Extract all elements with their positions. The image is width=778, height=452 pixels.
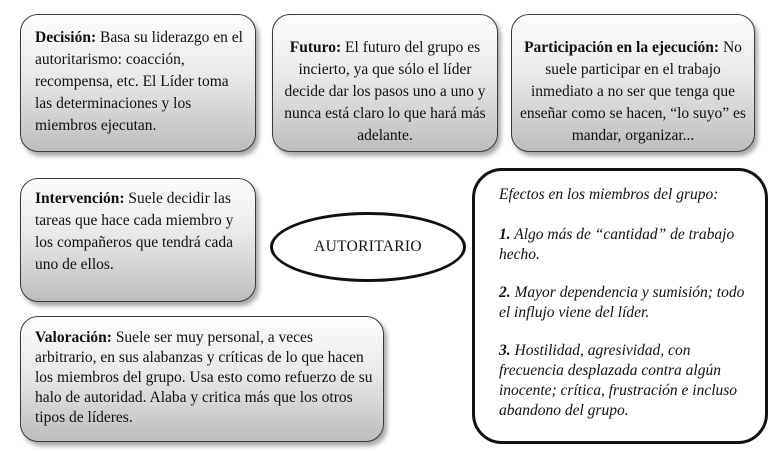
effect-item <box>499 341 749 421</box>
decision-title: Decisión: <box>35 29 97 46</box>
participacion-title: Participación en la ejecución: <box>524 39 720 56</box>
decision-text: Basa su liderazgo en el autoritarismo: coacción, recompensa, etc. El Líder toma las determinaciones y los miembros ejecutan. <box>35 29 243 134</box>
effect-item-number: 3. <box>499 342 511 359</box>
effect-item-number: 2. <box>499 284 511 301</box>
intervencion-title: Intervención: <box>35 190 125 207</box>
effects-box <box>472 168 768 444</box>
center-label: AUTORITARIO <box>314 238 422 255</box>
effects-heading: Efectos en los miembros del grupo: <box>499 186 719 203</box>
participacion-card <box>511 14 755 152</box>
effect-item-text: Mayor dependencia y sumisión; todo el influjo viene del líder. <box>499 284 745 321</box>
effect-item-number: 1. <box>499 226 511 243</box>
effect-item-text: Algo más de “cantidad” de trabajo hecho. <box>499 226 735 263</box>
center-ellipse <box>270 212 466 282</box>
valoracion-text: Suele ser muy personal, a veces arbitrario, en sus alabanzas y críticas de lo que hacen los miembros del grupo. Usa esto como refuerzo de su halo de autoridad. Alaba y critica más que los otros tipos de líderes. <box>35 329 373 426</box>
intervencion-card <box>20 178 256 302</box>
futuro-text: El futuro del grupo es incierto, ya que sólo el líder decide dar los pasos uno a uno y nunca está claro lo que hará más adelante. <box>284 39 486 144</box>
participacion-text: No suele participar en el trabajo inmediato a no ser que tenga que enseñar como se hacen, “lo suyo” es mandar, organizar... <box>520 39 746 144</box>
futuro-card <box>272 14 498 152</box>
futuro-title: Futuro: <box>289 39 342 56</box>
effect-item <box>499 283 749 323</box>
effect-item <box>499 225 749 265</box>
intervencion-text: Suele decidir las tareas que hace cada miembro y los compañeros que tendrá cada uno de ellos. <box>35 190 234 273</box>
decision-card <box>20 14 256 152</box>
valoracion-card <box>20 316 384 442</box>
valoracion-title: Valoración: <box>35 329 112 346</box>
effect-item-text: Hostilidad, agresividad, con frecuencia desplazada contra algún inocente; crítica, frustración e incluso abandono del grupo. <box>499 342 738 419</box>
